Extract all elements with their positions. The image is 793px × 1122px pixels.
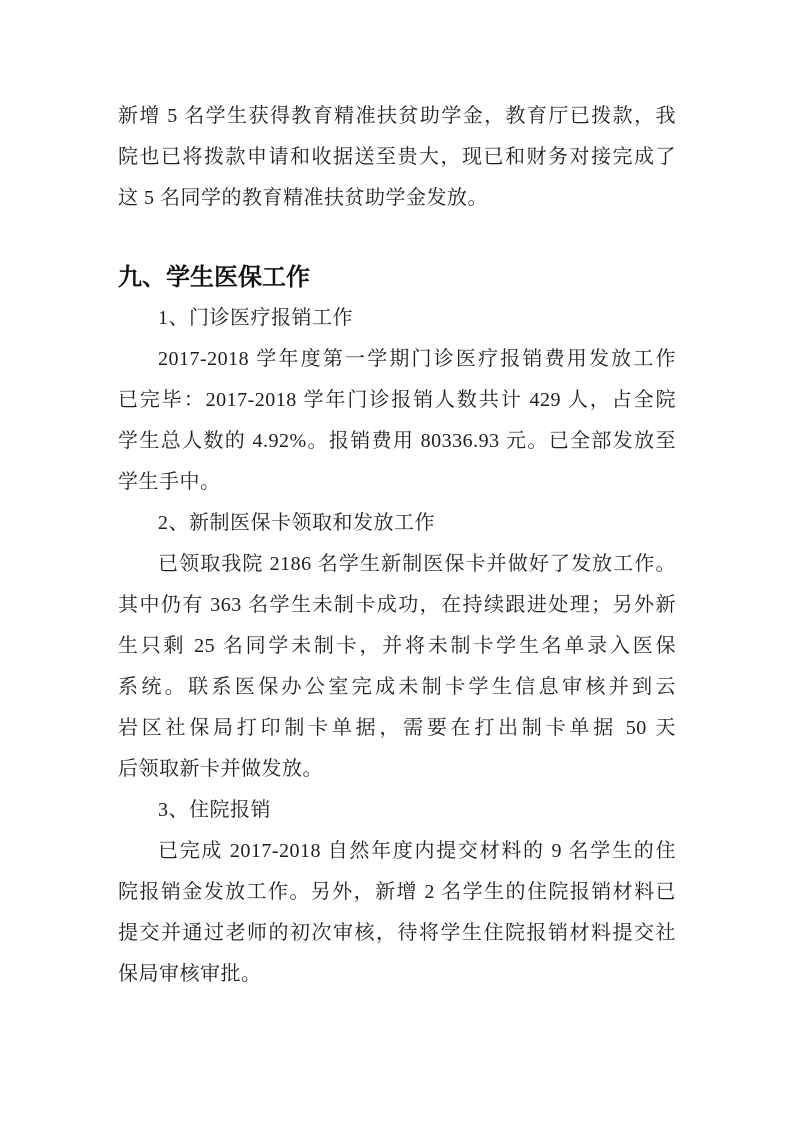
text-line: 学生总人数的 4.92%。报销费用 80336.93 元。已全部发放至	[118, 430, 676, 452]
subsection-1-title: 1、门诊医疗报销工作	[158, 307, 353, 329]
subsection-3-title: 3、住院报销	[158, 799, 271, 821]
text-line: 岩区社保局打印制卡单据，需要在打出制卡单据 50 天	[118, 717, 676, 739]
text-line: 系统。联系医保办公室完成未制卡学生信息审核并到云	[118, 676, 676, 698]
subsection-2-title: 2、新制医保卡领取和发放工作	[158, 512, 435, 534]
paragraph-continuation	[118, 96, 676, 219]
text-line: 已完毕：2017-2018 学年门诊报销人数共计 429 人，占全院	[118, 389, 676, 411]
text-line: 院也已将拨款申请和收据送至贵大，现已和财务对接完成了	[118, 146, 676, 168]
text-line: 生只剩 25 名同学未制卡，并将未制卡学生名单录入医保	[118, 635, 676, 657]
text-line: 学生手中。	[118, 471, 221, 493]
section-heading: 九、学生医保工作	[118, 264, 310, 291]
subsection-3-body	[118, 831, 676, 995]
text-line: 其中仍有 363 名学生未制卡成功，在持续跟进处理；另外新	[118, 594, 676, 616]
text-line: 已完成 2017-2018 自然年度内提交材料的 9 名学生的住	[158, 840, 676, 862]
document-content	[118, 96, 676, 995]
text-line: 保局审核审批。	[118, 963, 262, 985]
text-line: 这 5 名同学的教育精准扶贫助学金发放。	[118, 187, 488, 209]
text-line: 新增 5 名学生获得教育精准扶贫助学金，教育厅已拨款，我	[118, 105, 676, 127]
text-line: 已领取我院 2186 名学生新制医保卡并做好了发放工作。	[158, 553, 676, 575]
subsection-2-body	[118, 544, 676, 790]
subsection-1-body	[118, 339, 676, 503]
text-line: 院报销金发放工作。另外，新增 2 名学生的住院报销材料已	[118, 881, 676, 903]
text-line: 2017-2018 学年度第一学期门诊医疗报销费用发放工作	[158, 348, 676, 370]
text-line: 后领取新卡并做发放。	[118, 758, 323, 780]
text-line: 提交并通过老师的初次审核，待将学生住院报销材料提交社	[118, 922, 676, 944]
